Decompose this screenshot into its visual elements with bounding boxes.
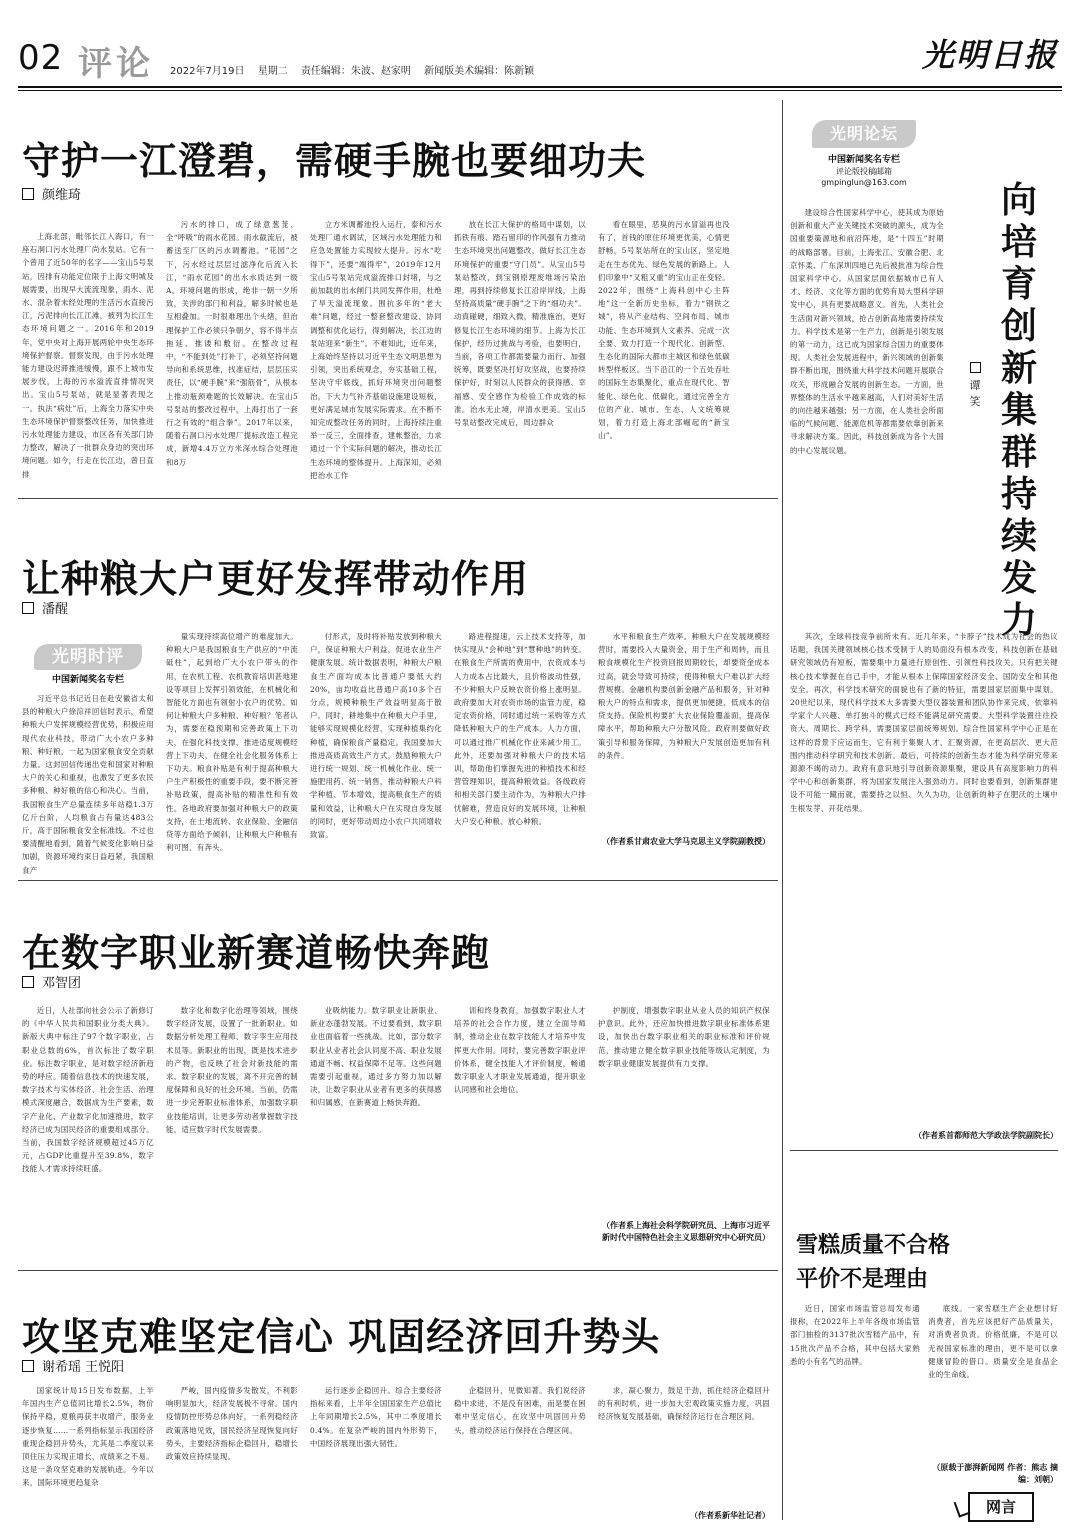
article1-col-3: 立方米调蓄池投入运行，泰和污水处理厂通水调试，区域污水处理能力和应急处置能力实现较大提升。污水“吃得下”，还要“端得牢”，2019年12月宝山5号泵站完成溢流排口封堵，与之前加载的出水闸门共同发挥作用，杜绝了旱天溢流现象。围抗多年的“老大难”问题，经过一整套整改建设、协同调整和优化运行，得到解决，长江边的泵站迎来“新生”。不难知此，近年来，上海始终坚持以习近平生态文明思想为引领，突出系统观念，夯实基础工程，坚决守牢底线，抓好环境突出问题整治，下大力气补齐基础设施建设短板，更好满足城市发展实际需求。在不断不知完成整改任务的同时，上海持续注重举一反三，全面排查，建帐整治，力求通过一个个实际问题的解决，推动长江生态环境的整体提升。上海深知，必须把治水工作 [310,220,442,480]
divider [18,1270,778,1271]
article4-col-4: 企稳回升，见微知著。我们说经济稳中求进，不是没有困难，而是要在困难中坚定信心，在攻坚中巩固回升势头，推动经济运行保持在合理区间。 [454,1386,586,1435]
article4-col-2: 严峻，国内疫情多发散发，不利影响明显加大，经济发展极不寻常。国内疫情防控形势总体向好，一系列稳经济政策落地见效，国民经济呈现恢复向好势头，主要经济指标企稳回升，稳增长政策效应持续显现。 [166,1386,298,1462]
forum-badge: 光明论坛 [812,120,916,148]
article2-note: （作者系甘肃农业大学马克思主义学院副教授） [602,837,770,846]
article4-col-1: 国家统计局15日发布数据，上半年国内生产总值同比增长2.5%，物价保持平稳，夏粮再获丰收增产，服务业逐步恢复……一系列指标显示我国经济重现企稳回升势头，尤其是二季度以来顶住压力实现正增长，成绩来之不易。这是一条攻坚克难的发展轨迹。今年以来，国际环境更趋复杂 [22,1386,154,1488]
article3-col-1: 近日，人社部向社会公示了新修订的《中华人民共和国职业分类大典》。新版大典中标注了97个数字职业，占职业总数的6%，首次标注了数字职业。标注数字职业，是对数字经济新趋势的呼应。随着信息技术的快速发展，数字技术与实体经济、社会生活、治理模式深度融合，数据成为生产要素，数字产业化、产业数字化加速推进，数字经济已成为国民经济的重要组成部分。当前，我国数字经济规模超过45万亿元，占GDP比重提升至39.8%，数字技能人才需求持续旺盛。 [22,1006,154,1174]
article2-col-5: 水平和粮食生产效率。种粮大户在发展规模经营时，需要投入大量资金，用于生产和周转，而且粮食规模化生产投资回报周期较长，却要资金成本过高，就会导致可持续，使得种粮大户难以扩大经营规模。金融机构要创新金融产品和服务，针对种粮大户的特点和需求，提供更加便捷、低成本的信贷支持。保险机构要扩大农业保险覆盖面，提高保障水平，帮助种粮大户分散风险。政府则要做好政策引导和服务保障，为种粮大户发展创造更加有利的条件。 [598,632,770,760]
header-meta [170,62,544,77]
header-divider [18,86,1062,88]
article3-col-2: 数字化和数字化治理等领域，围绕数字经济发展，设置了一批新职业。如数据分析处理工程师、数字孪生应用技术员等。新职业的出现，既是技术进步的产物，也反映了社会对新技能的需求。数字职业的发展，离不开完善的制度保障和良好的社会环境。当前，仍需进一步完善职业标准体系，加强数字职业技能培训，让更多劳动者掌握数字技能，适应数字时代发展需要。 [166,1006,298,1134]
divider [18,880,778,881]
issue-date: 2022年7月19日 [170,66,245,77]
forum-email: gmpinglun@163.com [821,178,907,187]
article3-byline: 邓智团 [22,972,81,991]
article3-col-5: 护制度，增强数字职业从业人员的知识产权保护意识。此外，还应加快推进数字职业标准体系建设，加快出台数字职业相关的职业标准和评价规范，推动建立健全数字职业技能等级认定制度，为数字职业健康发展提供有力支撑。 [598,1006,770,1068]
article2-col-1: 习近平总书记近日在赴安徽省太和县的种粮大户徐淙祥回信时表示，希望种粮大户发挥规模经营优势，积极应用现代农业科技，带动广大小农户多种粮、种好粮，一起为国家粮食安全贡献力量。这封回信传递出党和国家对种粮大户的关心和重视，也激发了更多农民多种粮、种好粮的信心和决心。当前，我国粮食生产总量连续多年站稳1.3万亿斤台阶，人均粮食占有量达483公斤，高于国际粮食安全标准线。不过也要清醒地看到，随着气候变化影响日益加剧，资源环境约束日益趋紧，我国粮食产 [22,694,154,875]
issue-weekday: 星期二 [257,66,288,77]
article2-col-2: 量实现持续高位增产的难度加大。种粮大户是我国粮食生产供应的“中流砥柱”，起到给广大小农户带头的作用，在农机工程、农机教育培训甚地建设等项目上发挥引领效能，在机械化和智能化方面也有领射小农户的优势。如何让种粮大户多种粮、种好粮？笔者认为，需要在稳预期和完善政策上下功夫，在强化科技支撑、推进适度规模经营上下功夫，在健全社会化服务体系上下功夫。粮食补贴是有利于提高种粮大户生产积极性的重要手段，要不断完善补贴政策，提高补贴的精准性和有效性。各地政府要加强对种粮大户的政策支持，在土地流转、农业保险、金融信贷等方面给予倾斜，让种粮大户种粮有利可图、有奔头。 [166,632,298,853]
page-number: 02 [18,38,64,78]
article1-byline: 颜维琦 [22,184,81,203]
article3-col-4: 训和终身教育，加强数字职业人才培养的社会合作力度，建立全面导师制，推动企业在数字技能人才培养中发挥更大作用。同时，要完善数字职业评价体系，健全技能人才评价制度，畅通数字职业人才职业发展通道，提升职业认同感和社会地位。 [454,1006,586,1095]
article2-col-4: 路进程提速，云上技术支持等，加快实现从“会种地”到“慧种地”的转变。在粮食生产所需的费用中，农资成本与人力成本占比最大，且价格波动性强，不少种粮大户反映农资价格上涨明显。政府要加大对农资市场的监管力度，稳定农资价格，同时通过统一采购等方式降低种粮大户的生产成本。人力方面，可以通过推广机械化作业来减少用工。此外，还要加强对种粮大户的技术培训，帮助他们掌握先进的种植技术和经营管理知识，提高种粮效益。各级政府和相关部门要主动作为，为种粮大户排忧解难，营造良好的发展环境，让种粮大户安心种粮、放心种粮。 [454,632,586,826]
shiping-badge: 光明时评 [34,644,142,670]
article5-col-1: 近日，国家市场监管总局发布通报称，在2022年上半年各级市场监管部门抽检的3137批次雪糕产品中，有15批次产品不合格，其中包括大家熟悉的小有名气的品牌。 [790,1304,920,1366]
side-article-author: 谭笑 [968,362,982,410]
masthead-logo: 光明日报 [921,36,1058,74]
side-article-col-1: 建设综合性国家科学中心，使其成为原始创新和重大产业关键技术突破的源头，成为全国重要策源地和前沿阵地，是“十四五”时期的战略部署。目前，上海张江、安徽合肥、北京怀柔、广东深圳四地已先后被批准为综合性国家科学中心。从国家层面依据城市已有人才、经济、文化等方面的优势有局大型科学研发中心，具有更要战略意义。首先，人类社会生活面对新兴领域，抢占创新高地需要持续发力。科学技术是第一生产力，创新是引领发展的第一动力，这已成为国家综合国力的重要体现。人类社会发展进程中，新兴领域的创新集群不断出现，围绕重大科学技术问题开展联合攻关，形成融合发展的创新生态。一方面，世界整体的生活水平越来越高，人们对美好生活的向往越来越强；另一方面，在人类社会所面临的气候问题、能源危机等都需要依靠创新来寻求解决方案。因此，科技创新成为各个大国的中心发展议题。 [790,208,944,455]
article5-col-2: 底线。一家雪糕生产企业想讨好消费者，首先应该把好产品质量关，对消费者负责。价格低廉，不是可以无视国家标准的理由，更不是可以拿健康冒险的借口。质量安全是食品企业的生命线。 [928,1304,1058,1380]
article1-col-5: 看在眼里，恶臭的污水冒溢再也没有了，首钱的原住环境更优美，心情更舒畅。5号泵站所在的宝山区，坚定地走在生态优先、绿色发展的新路上。人们印象中“又粗又重”的宝山正在变轻。2022年，围绕“上海科创中心主阵地”这一全新历史坐标，着力“钢铁之城”，将从产业结构、空间布局、城市功能、生态环境到人文素养、完成一次全要、致力打造一个现代化、创新型、生态化的国际大都市主城区和绿色低碳转型样板区。当下沿江的一个五处吞吐的国际生态集聚化，重点在现代化、智能化、绿色化、低碳化，通过完善全方位的产业、城市、生态、人文统筹规划，着力打造上海北部崛起的“新宝山”。 [598,220,730,441]
article1-col-1: 上海北部，毗邻长江入海口，有一座石洞口污水处理厂尚水泵站。它有一个曾用了近50年的名字——宝山5号泵站，因排有功能定位限于上海文明城及展需要，出现早大流流现象，雨水、泥水、混杂着未经处理的生活污水直接污江，污泥排向长江江滩，被列为长江生态环境问题之一。2016年和2019年，党中央对上海开展两轮中央生态环境保护督察。督察发现，由于污水处理能力建设迟滞推进缓慢，跟不上城市发展步伐，上海的污水溢流直排情况突出。宝山5号泵站，就是显著表现之一。执法“病灶”后，上海全力落实中央生态环境保护督察整改任务，加快推进污水处理能力建设，市区各有关部门协力整改，解决了一批群众身边的突出环境问题。如今，行走在长江边，曾日直排 [22,232,154,479]
divider [18,498,778,499]
article5-title-1: 雪糕质量不合格 [796,1233,951,1258]
article4-col-5: 求，凝心聚力，鼓足干劲，抓住经济企稳回升的有利时机，进一步加大宏观政策实施力度，巩固经济恢复发展基础，确保经济运行在合理区间。 [598,1386,770,1422]
article4-byline: 谢希瑶 王悦阳 [22,1356,124,1375]
section-title: 评论 [78,44,154,84]
editors: 责任编辑：朱波、赵家明 [300,66,411,77]
article2-byline: 潘醒 [22,598,68,617]
article1-col-2: 污水的排口，成了绿意葱茏、全“呼吸”的雨水花园。雨水截流后，被蓄送至厂区的污水调蓄池。“花园”之下，污水经过层层过滤净化后流入长江，“雨水花园”的出水水质达到一级A。环境问题的形成，绝非一朝一夕所致，关涉的部门和利益，解多时候也是互相叠加。一时很难理出个头绪，但治理保护工作必须只争朝夕，容不得半点拖延、推诿和敷衍。在整改过程中，“不能到处”打补丁，必须坚持问题导向和系统思维，找准症结，层层压实责任，以“硬手腕”来“强筋骨”，从根本上推动瓶颈难题的长效解决。在宝山5号泵站的整改过程中，上海打出了一套行之有效的“组合拳”。2017年以来，随着石洞口污水处理厂提标改造工程完成，新增4.4万立方米深水综合处理池和8万 [166,220,298,467]
divider [790,1150,1058,1151]
article4-note: （作者系新华社记者） [690,1511,770,1520]
side-article-title: 向培育创新集群持续发力 [1000,180,1037,641]
article2-title: 让种粮大户更好发挥带动作用 [22,557,530,601]
forum-sub: 中国新闻奖名专栏 [827,155,900,165]
article3-note: （作者系上海社会科学院研究员、上海市习近平新时代中国特色社会主义思想研究中心研究员） [602,1221,770,1242]
wangyan-badge: 网言 [968,1492,1034,1522]
art-editor: 新闻版美术编辑：陈新颖 [424,66,535,77]
header-divider-thin [18,90,1062,91]
article3-col-3: 业吸纳能力。数字职业让新职业、新业态蓬勃发展。不过要看到，数字职业也面临着一些挑战。比如，部分数字职业从业者社会认同度不高、职业发展通道不畅、权益保障不足等。这些问题需要引起重视，通过多方努力加以解决，让数字职业从业者有更多的获得感和归属感，在新赛道上畅快奔跑。 [310,1006,442,1108]
forum-mailbox: 评论版投稿邮箱 [836,167,892,176]
article1-title: 守护一江澄碧，需硬手腕也要细功夫 [22,139,647,183]
article5-title-2: 平价不是理由 [796,1267,929,1292]
shiping-sub: 中国新闻奖名专栏 [51,675,124,685]
article1-col-4: 放在长江大保护的格局中谋划，以抓铁有痕、踏石留印的作风强有力推动生态环境突出问题整改，做好长江生态环境保护的重要“守门员”。从宝山5号泵站整改，到宝钢原理废堆场污染治理，再到持续修复长江沿岸岸线，上海坚持高质量“硬手腕”之下的“细功夫”。动真碰硬，细致入微，精准施治，更好修复长江生态环境的细节。上海为长江保护，经历过挑战与考验，也要明白，当前，各项工作都需要量力而行、加强统筹，既要坚决打好攻坚战，也要持续保护好，时刻以人民群众的获得感、幸福感、安全感作为检验工作成效的标准。治水无止境，岸清水更美。宝山5号泵站整改完成后，周边群众 [454,220,586,428]
article3-title: 在数字职业新赛道畅快奔跑 [22,931,491,975]
article5-note: （原载于澎湃新闻网 作者：熊志 摘编：刘朝） [932,1463,1058,1484]
column-divider [782,100,783,1520]
article4-col-3: 运行逐步企稳回升。综合主要经济指标来看，上半年全国国家生产总值比上年同期增长2.5%，其中二季度增长0.4%。在复杂严峻的国内外形势下，中国经济展现出强大韧性。 [310,1386,442,1448]
side-article-col-2: 其次，全球科技竞争前所未有。近几年来，“卡脖子”技术成为社会的热议话题，我国关键领域核心技术受制于人的局面没有根本改变，科技创新在基础研究领域仍有短板，需要集中力量进行原创性、引领性科技攻关。只有把关键核心技术掌握在自己手中，才能从根本上保障国家经济安全、国防安全和其他安全。再次，科学技术研究的面貌也有了新的特征，需要国家层面集中谋划。20世纪以来，现代科学技术大多需要大型仪器装置和团队协作来完成，依靠科学家个人兴趣、单打独斗的模式已经不能满足研究需要。大型科学装置往往投资大、周期长、跨学科，需要国家层面统筹规划。综合性国家科学中心正是在这样的背景下应运而生，它有利于集聚人才、汇聚资源，在更高层次、更大范围内推动科学研究和技术创新。最后，可持续的创新生态才能为科学研究带来源源不竭的动力。政府有意识地引导创新资源集聚，建设具有高度影响力的科学中心和创新集群，将为国家发展注入强劲动力。同时也要看到，创新集群建设不可能一蹴而就，需要持之以恒、久久为功，让创新的种子在肥沃的土壤中生根发芽、开花结果。 [790,632,1058,813]
side-article-note: （作者系首都师范大学政法学院副院长） [914,1131,1058,1140]
article2-col-3: 付形式，及时将补贴发放到种粮大户，保证种粮大户利益，促进农业生产健康发展。统计数据表明，种粮大户粮食生产面均成本比普通户要低大约20%，亩均收益比普通户高10多个百分点，规模种粮生产效益明显高于散户。同时，耕地集中在种粮大户手里，能够实现规模化经营，实现种植集约化种植，确保粮食产量稳定。我国要加大推进高质高效生产方式，鼓励种粮大户进行统一规划、统一机械化作业、统一施肥用药、统一销售，推动种粮大户科学种植、节本增效，提高粮食生产的质量和效益，让种粮大户在实现自身发展的同时，更好带动周边小农户共同增收致富。 [310,632,442,840]
article4-title: 攻坚克难坚定信心 巩固经济回升势头 [22,1315,661,1359]
